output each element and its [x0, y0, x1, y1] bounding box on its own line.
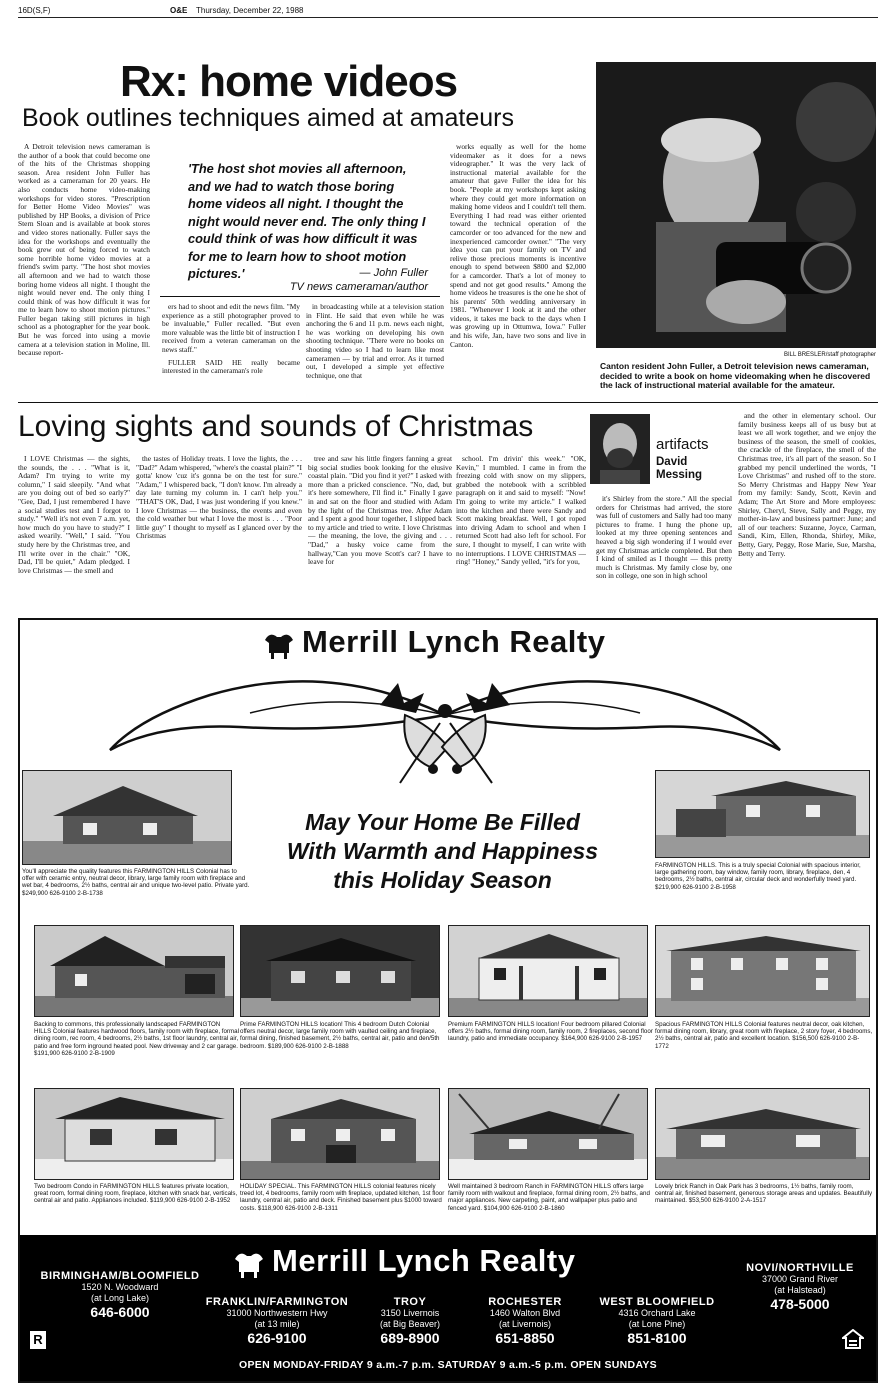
listing-photo — [22, 770, 232, 865]
footer-brand-title: Merrill Lynch Realty — [272, 1243, 576, 1278]
header-date: Thursday, December 22, 1988 — [196, 6, 304, 15]
column-text-1: I LOVE Christmas — the sights, the sounds, the . . . "What is it, Adam? I'm trying to write my column," I said sleepily. "And what are you doing out of bed so early?" "Gee, Dad, I just remembered I have a social studies test and I forgot to study." "Well it's not even 7 a.m. yet, how much do you have to study?" I asked wearily. "Well," I said. "You study here by the Christmas tree, and I'll write over in the chair." "OK, Dad, I'll be quiet," Adam pledged. I love Christmas — the smell and — [18, 455, 130, 575]
listing-caption: FARMINGTON HILLS. This is a truly special Colonial with spacious interior, large gathering room, bay window, family room, library, fireplace, den, 4 bedrooms, 2½ baths, central air, circular deck and wonderfully treed yard. $219,900 626-9100 2-B-1958 — [655, 862, 861, 891]
pull-quote-attribution — [188, 266, 428, 294]
listing-photo — [34, 1088, 234, 1180]
article-column-3: in broadcasting while at a television station in Flint. He said that even while he was anchoring the 6 and 11 p.m. news each night, he was working on developing his own shooting technique. "There were no books on shooting video so I had to learn like most cameramen — by trial and error. As it turned out, I developed a simple yet effective technique, one that — [306, 303, 444, 380]
column-headline: Loving sights and sounds of Christmas — [18, 410, 534, 443]
author-last-name: Messing — [656, 469, 703, 481]
listing-photo — [655, 925, 870, 1017]
office-birmingham: BIRMINGHAM/BLOOMFIELD 1520 N. Woodward (at Long Lake) 646-6000 — [40, 1270, 200, 1320]
holiday-greeting: May Your Home Be Filled With Warmth and Happiness this Holiday Season — [286, 809, 599, 893]
article-headline: Rx: home videos — [120, 57, 458, 106]
page-header — [18, 4, 878, 18]
article-column-4: works equally as well for the home videomaker as it does for a news videographer." It was the very lack of instructional material available for the amateur that gave Fuller the idea for his book. "People at my workshops kept asking where they could get more information on making home videos and I couldn't tell them. Everything I had read was either oriented toward the technical operation of the camcorder or too advanced for the new and inexperienced camcorder owner." "The very idea you can put your family on TV and relive those precious moments is incentive enough to spend between $800 and $2,000 for a camcorder. That's a lot of money to spend and not get good results." Among the home videos he treasures is the one he shot of his parents' 50th wedding anniversary in 1981. "Whenever I look at it and the other videos, it takes me back to the days when I was growing up in Ottumwa, Iowa." Fuller and his wife, Jan, have two sons and live in Canton. — [450, 143, 586, 349]
column-text-4: school. I'm drivin' this week." "OK, Kevin," I mumbled. I came in from the freezing cold with snow on my slippers, grabbed the notebook with a scribbled paragraph on it and said to myself: "Now! I'm going to write my article." I walked into the kitchen and there were Sandy and Scott making breakfast. Well, I got roped into driving Adam to school and when I returned Scott had also left for school. For sure, I thought to myself, I can write with no interruptions. I LOVE CHRISTMAS — ring! "Honey," Sandy yelled, "it's for you, — [456, 455, 586, 567]
column-label: artifacts — [656, 436, 709, 453]
realtor-logo-icon: R — [30, 1331, 46, 1349]
listing-caption: You'll appreciate the quality features this FARMINGTON HILLS Colonial has to offer with ceramic entry, neutral decor, library, large family room with fireplace and wet bar, 4 bedrooms, 2½ baths, central air and unique two-level patio. Private yard. $249,900 626-9100 2-B-1738 — [22, 868, 250, 897]
office-troy: TROY 3150 Livernois (at Big Beaver) 689-8900 — [379, 1296, 441, 1346]
office-hours: OPEN MONDAY-FRIDAY 9 a.m.-7 p.m. SATURDAY 9 a.m.-5 p.m. OPEN SUNDAYS — [239, 1359, 657, 1371]
office-west-bloomfield: WEST BLOOMFIELD 4316 Orchard Lake (at Lone Pine) 851-8100 — [599, 1296, 715, 1346]
quote-name: — John Fuller — [359, 267, 428, 279]
listing-caption: Well maintained 3 bedroom Ranch in FARMINGTON HILLS offers large family room with walkout and fireplace, formal dining room, 2½ baths, and major appliances. New carpeting, paint, and wallpaper plus patio and fenced yard. $104,900 626-9100 2-B-1860 — [448, 1183, 650, 1212]
listing-photo — [655, 1088, 870, 1180]
article-column-1: A Detroit television news cameraman is the author of a book that could become one of the hits of the Christmas shopping season. Area resident John Fuller has worked as a cameraman for 20 years. He also conducts home video-making workshops for video stores. "Prescription for Better Home Video Movies" was published by HP Books, a division of Price Stern Sloan and is available at book stores and video stores nationally. Fuller says the idea for the workshops and eventually the book grew out of being forced to watch some horrible home video movies at a friend's swim party. "The host shot movies all afternoon and we had to watch those boring home videos all night. I thought the night would never end. The only thing I could think of was how difficult it was for me to learn how to shoot motion pictures." Fuller began taking still pictures in high school as a photographer for the year book. But he was forced into using a movie camera at a television station in Moline, Ill. because report- — [18, 143, 150, 358]
office-directory — [20, 1235, 876, 1381]
pull-quote: 'The host shot movies all afternoon, and we had to watch those boring home videos all night. I thought the night would never end. The only thing I could think of was how difficult it was for me to learn how to shoot motion pictures.' — [188, 161, 426, 281]
photo-caption: Canton resident John Fuller, a Detroit television news cameraman, decided to write a book on home videomaking when he discovered the lack of instructional material available for the amateur. — [600, 361, 871, 390]
listing-photo — [655, 770, 870, 858]
paper-name: O&E — [170, 6, 188, 15]
listing-photo — [240, 925, 440, 1017]
listing-caption: Spacious FARMINGTON HILLS Colonial features neutral decor, oak kitchen, formal dining room, library, great room with fireplace, 2 story foyer, 4 bedrooms, 2½ baths, central air, patio and excellent location. $156,500 626-9100 2-B-1772 — [655, 1021, 873, 1050]
listing-photo — [240, 1088, 440, 1180]
holiday-ribbon-bells-icon — [100, 655, 790, 785]
office-novi: NOVI/NORTHVILLE 37000 Grand River (at Halstead) 478-5000 — [746, 1262, 854, 1312]
listing-caption: HOLIDAY SPECIAL. This FARMINGTON HILLS colonial features nicely treed lot, 4 bedrooms, family room with fireplace, updated kitchen, 1st floor laundry, central air, patio and deck. Finished basement plus $1000 toward costs. $118,900 626-9100 2-B-1311 — [240, 1183, 445, 1212]
photo-john-fuller — [596, 62, 876, 348]
listing-caption: Lovely brick Ranch in Oak Park has 3 bedrooms, 1½ baths, family room, central air, finished basement, generous storage areas and updates. Beautifully maintained. $53,500 626-9100 2-A-1517 — [655, 1183, 873, 1205]
equal-housing-icon — [842, 1329, 864, 1349]
column-sig — [590, 414, 722, 486]
listing-photo — [34, 925, 234, 1017]
footer-brand — [232, 1243, 672, 1283]
author-photo — [590, 414, 650, 484]
column-text-3: tree and saw his little fingers fanning a great big social studies book looking for the elusive coastal plain. "Did you find it yet?" I asked with more than a pricked conscience. "No, dad, but it's here somewhere, I'll find it." Finally I gave in and sat on the floor and studied with Adam by the light of the Christmas tree. After Adam and I spent a good hour together, I slipped back to my article and tried to write. I love Christmas — the meaning, the love, the giving and . . . "Dad," a husky voice came from the hallway,"Can you move Scott's car? I have to leave for — [308, 455, 452, 567]
listing-caption: Prime FARMINGTON HILLS location! This 4 bedroom Dutch Colonial offers neutral decor, large family room with vaulted ceiling and fireplace, formal dining, finished basement, 2½ baths, central air, patio and den/5th bedroom. $189,900 626-9100 2-B-1888 — [240, 1021, 440, 1050]
listing-photo — [448, 1088, 648, 1180]
author-first-name: David — [656, 456, 688, 468]
ad-brand-title: Merrill Lynch Realty — [302, 624, 606, 659]
quote-title: TV news cameraman/author — [289, 281, 428, 293]
listing-caption: Backing to commons, this professionally landscaped FARMINGTON HILLS Colonial features hardwood floors, family room with fireplace, formal dining room, rec room, 4 bedrooms, 2½ baths, 1st floor laundry, central air, patio and free form inground heated pool. New driveway and 2 car garage. $191,900 626-9100 2-B-1909 — [34, 1021, 239, 1057]
article-subhead: Book outlines techniques aimed at amateurs — [22, 104, 514, 132]
article-column-2: ers had to shoot and edit the news film. "My experience as a still photographer proved to be invaluable," Fuller recalled. "But even more valuable was the little bit of instruction I received from a veteran cameraman on the news staff." FULLER SAID HE really became interested in the cameraman's role — [162, 303, 300, 376]
page-number: 16D(S,F) — [18, 6, 51, 15]
office-rochester: ROCHESTER 1460 Walton Blvd (at Livernois) 651-8850 — [488, 1296, 562, 1346]
column-text-5: it's Shirley from the store." All the special orders for Christmas had arrived, the store was full of customers and Sally had too many pictures to frame. I hung the phone up, looked at my three opening sentences and heaved a big sigh wondering if I would ever get my Christmas article completed. But then I kind of smiled as I thought — this pretty much is Christmas. My family close by, one son in college, one son in high school — [596, 495, 732, 581]
listing-caption: Premium FARMINGTON HILLS location! Four bedroom pillared Colonial offers 2½ baths, formal dining room, family room, 2 fireplaces, second floor laundry, patio and immediate occupancy. $164,900 626-9100 2-B-1957 — [448, 1021, 653, 1043]
photo-credit: BILL BRESLER/staff photographer — [783, 352, 876, 358]
listing-photo — [448, 925, 648, 1017]
section-divider — [18, 402, 878, 403]
column-text-6: and the other in elementary school. Our family business keeps all of us busy but at least we all work together, and we enjoy the business of the season, the smell of cookies, the crackle of the fireplace, the smell of the Christmas tree, it's all part of the season. So I grabbed my pencil underlined the words, "I Love Christmas" and rushed off to the store. So Merry Christmas and Happy New Year from my family: Sandy, Scott, Kevin and Adam; The Art Store and More employees: Shirley, Cheryl, Steve, Sally and Peggy, my mother-in-law and business partner: June; and all of our teachers: Suzanne, Joyce, Carman, Sandi, Kim, Ellen, Rhonda, Shirley, Mike, Betty, Gary, Peggy, Rose Marie, Sue, Marsha, Betty and Terry. — [738, 412, 876, 558]
bull-logo-icon — [232, 1247, 266, 1279]
listing-caption: Two bedroom Condo in FARMINGTON HILLS features private location, great room, formal dining room, fireplace, kitchen with snack bar, verticals, central air and patio. Appliances included. $119,900 626-9100 2-B-1952 — [34, 1183, 238, 1205]
office-franklin: FRANKLIN/FARMINGTON 31000 Northwestern Hwy (at 13 mile) 626-9100 — [205, 1296, 349, 1346]
column-text-2: the tastes of Holiday treats. I love the lights, the . . . "Dad?" Adam whispered, "where's the coastal plain?" "I gotta' know 'cuz it's gonna be on the test for sure." "Adam," I whispered back, "I don't know. I'm already a day late turning my column in. I can't help you." "THAT'S OK, Dad, I was just wondering if you knew." I love Christmas — the business, the events and even the cold weather but what I love the most is . . . "Poor little guy" I thought to myself as I glanced over by the Christmas — [136, 455, 302, 541]
quote-rule — [160, 296, 440, 297]
